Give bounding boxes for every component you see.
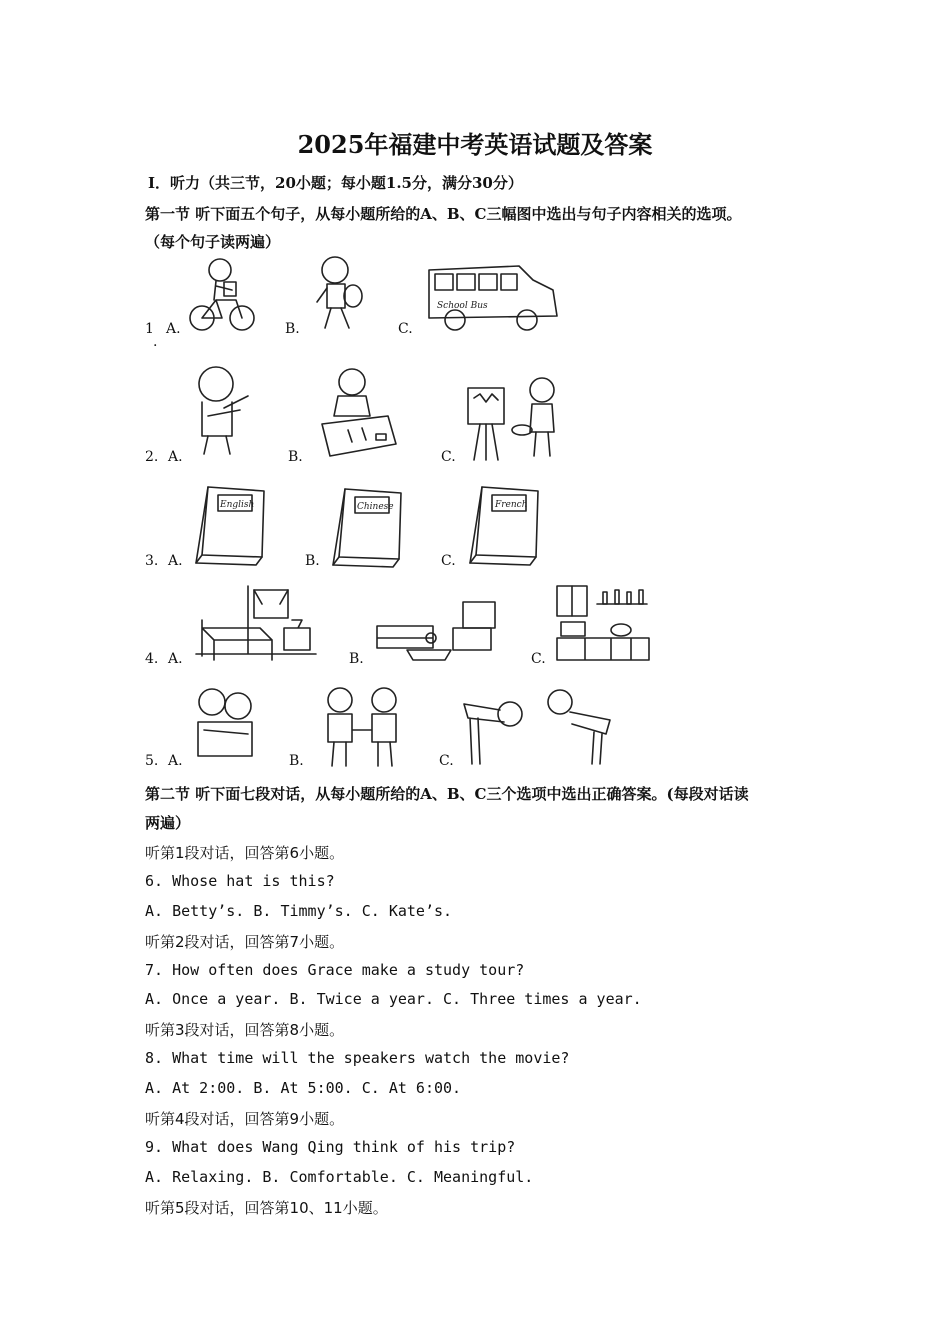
dialogue2-intro: 听第2段对话，回答第7小题。 (145, 933, 345, 951)
q2-option-a: A. (168, 449, 183, 465)
part2-instruction-line1: 第二节 听下面七段对话，从每小题所给的A、B、C三个选项中选出正确答案。(每段对话读 (145, 785, 749, 803)
q3-option-a: A. (168, 553, 183, 569)
q3-number: 3. (145, 553, 159, 569)
q4-number: 4. (145, 651, 159, 667)
question-6: 6. Whose hat is this? (145, 872, 335, 890)
two-women-hugging-image (190, 684, 262, 764)
dialogue5-intro: 听第5段对话，回答第10、11小题。 (145, 1199, 388, 1217)
q3-option-c: C. (441, 553, 456, 569)
english-book-image (192, 485, 272, 567)
question-9-options: A. Relaxing. B. Comfortable. C. Meaningful. (145, 1168, 534, 1186)
kitchen-image (555, 584, 651, 664)
french-book-image (466, 485, 546, 567)
q3-option-b: B. (305, 553, 320, 569)
question-7-options: A. Once a year. B. Twice a year. C. Three times a year. (145, 990, 642, 1008)
q1-number: 1 (145, 321, 154, 337)
chinese-book-image (329, 487, 409, 569)
part1-instruction-line1: 第一节 听下面五个句子，从每小题所给的A、B、C三幅图中选出与句子内容相关的选项。 (145, 205, 742, 223)
q5-number: 5. (145, 753, 159, 769)
q5-option-a: A. (168, 753, 183, 769)
book-label-english: English (220, 500, 255, 510)
dialogue4-intro: 听第4段对话，回答第9小题。 (145, 1110, 345, 1128)
dialogue1-intro: 听第1段对话，回答第6小题。 (145, 844, 345, 862)
q1-dot: . (153, 334, 158, 350)
q5-option-b: B. (289, 753, 304, 769)
q1-option-c: C. (398, 321, 413, 337)
part1-instruction-line2: （每个句子读两遍） (145, 233, 281, 251)
boy-painting-chinese-characters-image (318, 364, 400, 462)
q4-option-b: B. (349, 651, 364, 667)
dialogue3-intro: 听第3段对话，回答第8小题。 (145, 1021, 345, 1039)
bus-label: School Bus (437, 301, 488, 311)
question-7: 7. How often does Grace make a study tour? (145, 961, 525, 979)
boy-playing-violin-image (188, 362, 254, 460)
q4-option-c: C. (531, 651, 546, 667)
page-title: 2025年福建中考英语试题及答案 (297, 130, 653, 159)
boy-riding-bike-image (186, 256, 258, 336)
book-label-french: French (495, 500, 528, 510)
people-bowing-image (460, 684, 616, 766)
q2-option-b: B. (288, 449, 303, 465)
q5-option-c: C. (439, 753, 454, 769)
q2-number: 2. (145, 449, 159, 465)
living-room-image (373, 598, 499, 666)
q2-option-c: C. (441, 449, 456, 465)
q1-option-b: B. (285, 321, 300, 337)
question-6-options: A. Betty’s. B. Timmy’s. C. Kate’s. (145, 902, 453, 920)
book-label-chinese: Chinese (357, 502, 394, 512)
question-8-options: A. At 2:00. B. At 5:00. C. At 6:00. (145, 1079, 462, 1097)
school-bus-image (423, 262, 563, 334)
section1-header: Ⅰ．听力（共三节，20小题；每小题1.5分，满分30分） (148, 174, 523, 192)
question-9: 9. What does Wang Qing think of his trip? (145, 1138, 516, 1156)
bedroom-image (192, 584, 320, 666)
boy-walking-backpack-image (305, 254, 369, 332)
girl-painting-easel-image (462, 374, 564, 462)
part2-instruction-line2: 两遍） (145, 814, 191, 832)
question-8: 8. What time will the speakers watch the movie? (145, 1049, 570, 1067)
men-shaking-hands-image (318, 684, 408, 768)
q4-option-a: A. (168, 651, 183, 667)
q1-option-a: A. (166, 321, 181, 337)
